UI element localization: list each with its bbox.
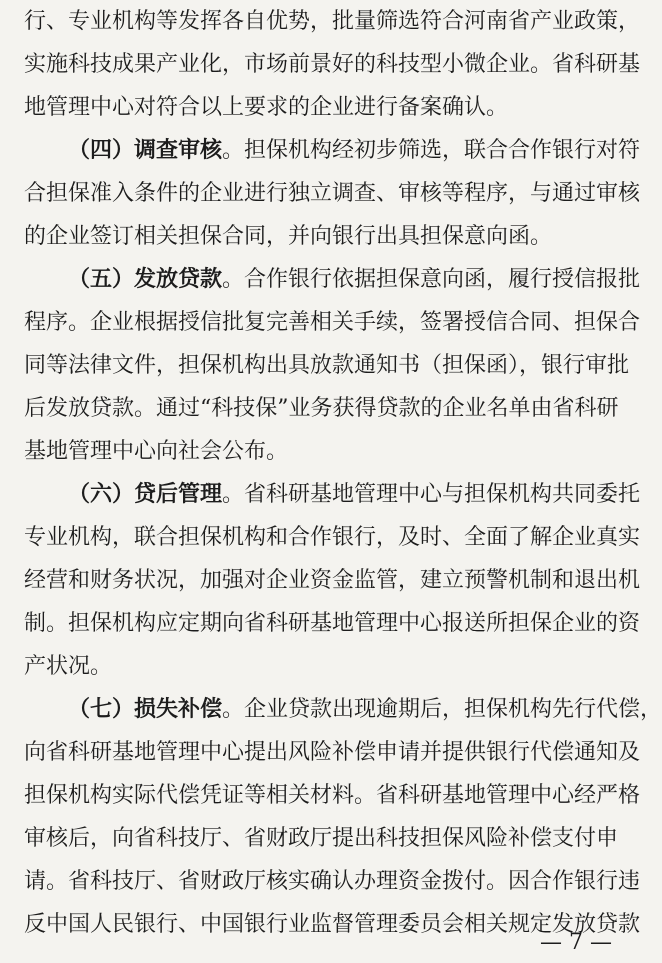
text-line bbox=[24, 473, 641, 516]
text-line bbox=[24, 688, 662, 731]
text-line: 实施科技成果产业化，市场前景好的科技型小微企业。省科研基 bbox=[24, 52, 641, 77]
section-heading: （五）发放贷款 bbox=[68, 267, 223, 292]
text-line: 后发放贷款。通过“科技保”业务获得贷款的企业名单由省科研 bbox=[24, 396, 619, 421]
page-number: — 7 — bbox=[540, 930, 612, 955]
text-run: 。担保机构经初步筛选，联合合作银行对符 bbox=[222, 138, 641, 163]
section-heading: （六）贷后管理 bbox=[68, 482, 223, 507]
text-line: 地管理中心对符合以上要求的企业进行备案确认。 bbox=[24, 95, 509, 120]
paragraph-section-5 bbox=[24, 258, 641, 473]
text-line: 请。省科技厅、省财政厅核实确认办理资金拨付。因合作银行违 bbox=[24, 869, 641, 894]
text-line: 专业机构，联合担保机构和合作银行，及时、全面了解企业真实 bbox=[24, 525, 641, 550]
text-run: 。企业贷款出现逾期后，担保机构先行代偿， bbox=[222, 697, 662, 722]
paragraph-section-4 bbox=[24, 129, 641, 258]
text-line: 产状况。 bbox=[24, 654, 113, 679]
text-line: 的企业签订相关担保合同，并向银行出具担保意向函。 bbox=[24, 224, 553, 249]
text-line: 担保机构实际代偿凭证等相关材料。省科研基地管理中心经严格 bbox=[24, 783, 641, 808]
text-line: 审核后，向省科技厅、省财政厅提出科技担保风险补偿支付申 bbox=[24, 826, 619, 851]
document-page bbox=[24, 0, 662, 946]
text-line: 制。担保机构应定期向省科研基地管理中心报送所担保企业的资 bbox=[24, 611, 641, 636]
text-line: 合担保准入条件的企业进行独立调查、审核等程序，与通过审核 bbox=[24, 181, 641, 206]
paragraph bbox=[24, 0, 641, 129]
text-line bbox=[24, 258, 641, 301]
paragraph-section-6 bbox=[24, 473, 641, 688]
text-line: 反中国人民银行、中国银行业监督管理委员会相关规定发放贷款 bbox=[24, 912, 641, 937]
paragraph-section-7 bbox=[24, 688, 662, 946]
text-line: 程序。企业根据授信批复完善相关手续，签署授信合同、担保合 bbox=[24, 310, 641, 335]
section-heading: （四）调查审核 bbox=[68, 138, 223, 163]
text-line: 行、专业机构等发挥各自优势，批量筛选符合河南省产业政策， bbox=[24, 9, 641, 34]
text-run: 。省科研基地管理中心与担保机构共同委托 bbox=[222, 482, 641, 507]
text-line: 同等法律文件，担保机构出具放款通知书（担保函），银行审批 bbox=[24, 353, 630, 378]
text-line: 经营和财务状况，加强对企业资金监管，建立预警机制和退出机 bbox=[24, 568, 641, 593]
section-heading: （七）损失补偿 bbox=[68, 697, 223, 722]
text-line bbox=[24, 129, 641, 172]
text-line: 基地管理中心向社会公布。 bbox=[24, 439, 289, 464]
text-line: 向省科研基地管理中心提出风险补偿申请并提供银行代偿通知及 bbox=[24, 740, 641, 765]
text-run: 。合作银行依据担保意向函，履行授信报批 bbox=[222, 267, 641, 292]
